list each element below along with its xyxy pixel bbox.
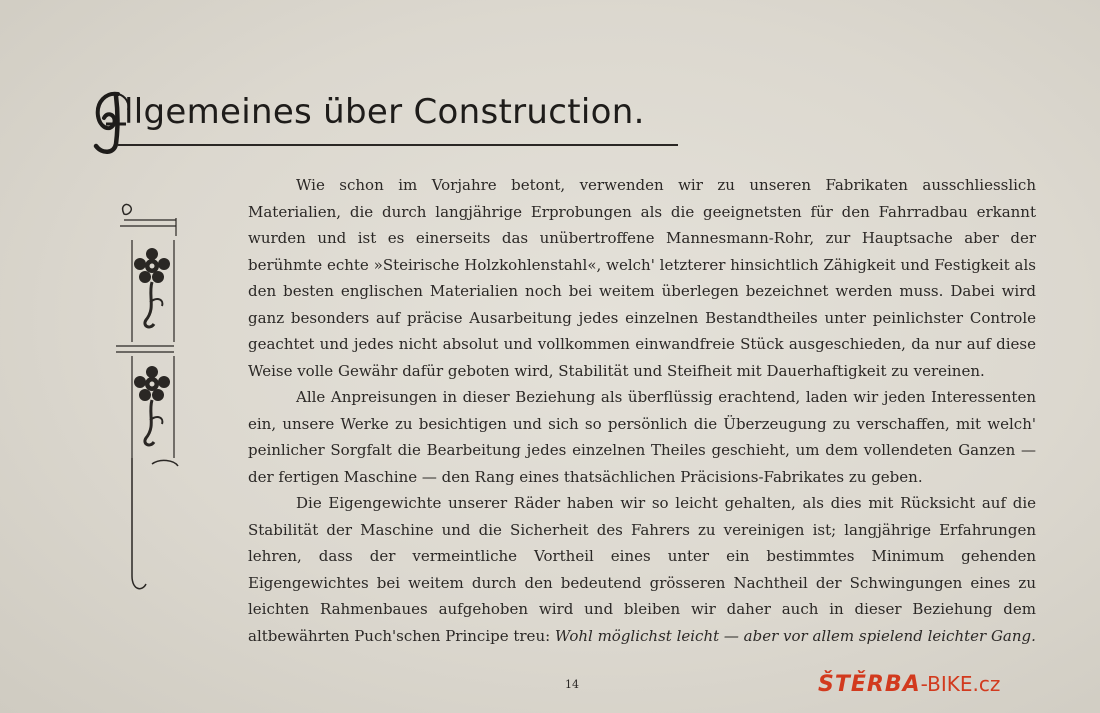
paragraph-1: Wie schon im Vorjahre betont, verwenden wir zu unseren Fabrikaten ausschliesslich Materialien, die durch langjährige Erprobungen als die geeignetsten für den Fahrradbau erkannt wurden und ist es einerseits das unübertroffene Mannesmann-Rohr, zur Hauptsache aber der berühmte echte »Steirische Holzkohlenstahl«, welch' letzterer hinsichtlich Zähigkeit und Festigkeit als den besten englischen Materialien noch bei weitem überlegen bezeichnet werden muss. Dabei wird ganz besonders auf präcise Ausarbeitung jedes einzelnen Bestandtheiles unter peinlichster Controle geachtet und jedes nicht absolut und vollkommen einwandfreie Stück ausgeschieden, da nur auf diese Weise volle Gewähr dafür geboten wird, Stabilität und Steifheit mit Dauerhaftigkeit zu vereinen.: [248, 176, 1036, 380]
paragraph-2: Alle Anpreisungen in dieser Beziehung als überflüssig erachtend, laden wir jeden Interessenten ein, unsere Werke zu besichtigen und sich so persönlich die Überzeugung zu verschaffen, mit welch' peinlicher Sorgfalt die Bearbeitung jedes einzelnen Theiles geschieht, um dem vollendeten Ganzen — der fertigen Maschine — den Rang eines thatsächlichen Präcisions-Fabrikates zu geben.: [248, 388, 1036, 486]
body-text: [248, 172, 1036, 649]
chapter-heading: [88, 88, 645, 158]
paragraph-3: [248, 490, 1036, 649]
paragraph-3-emphasis: Wohl möglichst leicht — aber vor allem spielend leichter Gang.: [554, 626, 1036, 645]
watermark-brand: ŠTĚRBA: [818, 672, 921, 697]
page-title: llgemeines über Construction.: [124, 92, 645, 132]
paragraph-3-text: Die Eigengewichte unserer Räder haben wir so leicht gehalten, als dies mit Rücksicht auf die Stabilität der Maschine und die Sicherheit des Fahrers zu vereinigen ist; langjährige Erfahrungen lehren, dass der vermeintliche Vortheil eines unter ein bestimmtes Minimum gehenden Eigengewichtes bei weitem durch den bedeutend grösseren Nachtheil der Schwingungen eines zu leichten Rahmenbaues aufgehoben wird und bleiben wir daher auch in dieser Beziehung dem altbewährten Puch'schen Principe treu:: [248, 494, 1036, 645]
watermark: [818, 672, 1000, 697]
title-underline: [118, 144, 678, 146]
watermark-suffix: -BIKE.cz: [920, 672, 1001, 696]
floral-ornament: [112, 196, 192, 596]
page-number: 14: [565, 678, 579, 691]
